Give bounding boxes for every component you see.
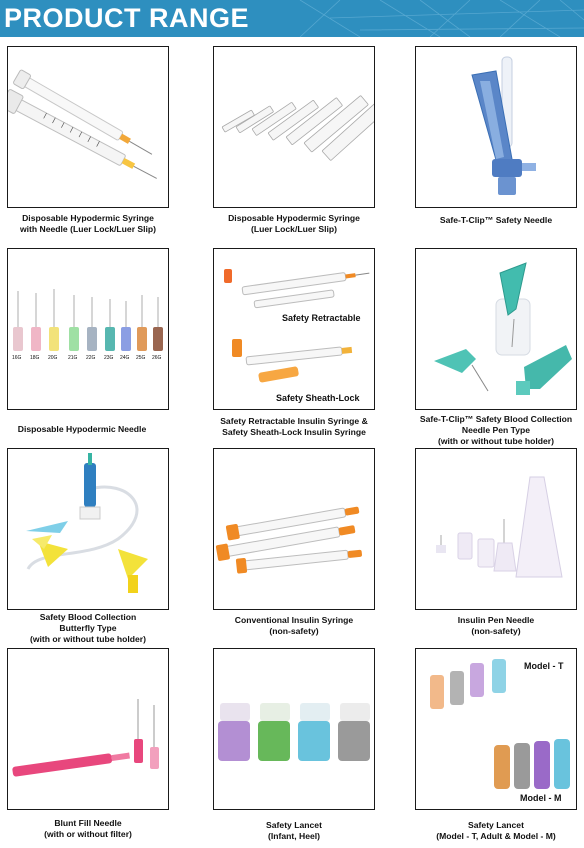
product-image-blood-collection-pen: [415, 248, 577, 410]
product-caption-7: Safety Blood Collection Butterfly Type (with or without tube holder): [30, 612, 146, 644]
product-caption-5: Safety Retractable Insulin Syringe & Safety Sheath-Lock Insulin Syringe: [220, 416, 368, 437]
product-image-blunt-fill-needle: [7, 648, 169, 810]
label-safety-sheath-lock: Safety Sheath-Lock: [276, 393, 360, 403]
product-caption-6: Safe-T-Clip™ Safety Blood Collection Needle Pen Type (with or without tube holder): [419, 414, 573, 446]
product-caption-3: Safe-T-Clip™ Safety Needle: [439, 215, 553, 225]
product-caption-9: Insulin Pen Needle (non-safety): [457, 615, 535, 636]
product-caption-2: Disposable Hypodermic Syringe (Luer Lock/Luer Slip): [228, 213, 360, 234]
label-model-t: Model - T: [524, 661, 564, 671]
product-caption-8: Conventional Insulin Syringe (non-safety): [234, 615, 354, 636]
product-caption-12: Safety Lancet (Model - T, Adult & Model - M): [436, 820, 556, 841]
product-image-conventional-insulin-syringe: [213, 448, 375, 610]
page-title: PRODUCT RANGE: [4, 3, 250, 33]
product-image-insulin-pen-needle: [415, 448, 577, 610]
product-image-safe-t-clip-needle: [415, 46, 577, 208]
label-model-m: Model - M: [520, 793, 562, 803]
product-caption-11: Safety Lancet (Infant, Heel): [266, 820, 322, 841]
product-image-hypodermic-syringe-luer: [213, 46, 375, 208]
product-image-hypodermic-needle: 16G 18G 20G 21G 22G 23G 24G 25G 26G: [7, 248, 169, 410]
product-caption-1: Disposable Hypodermic Syringe with Needle (Luer Lock/Luer Slip): [19, 213, 157, 234]
header-banner: [0, 0, 584, 37]
product-image-hypodermic-syringe-with-needle: [7, 46, 169, 208]
product-caption-4: Disposable Hypodermic Needle: [17, 424, 147, 434]
label-safety-retractable: Safety Retractable: [282, 313, 361, 323]
product-image-butterfly-blood-collection: [7, 448, 169, 610]
product-caption-10: Blunt Fill Needle (with or without filter): [44, 818, 132, 839]
product-image-safety-lancet-infant: [213, 648, 375, 810]
product-image-safety-insulin-syringes: [213, 248, 375, 410]
product-image-safety-lancet-models: [415, 648, 577, 810]
